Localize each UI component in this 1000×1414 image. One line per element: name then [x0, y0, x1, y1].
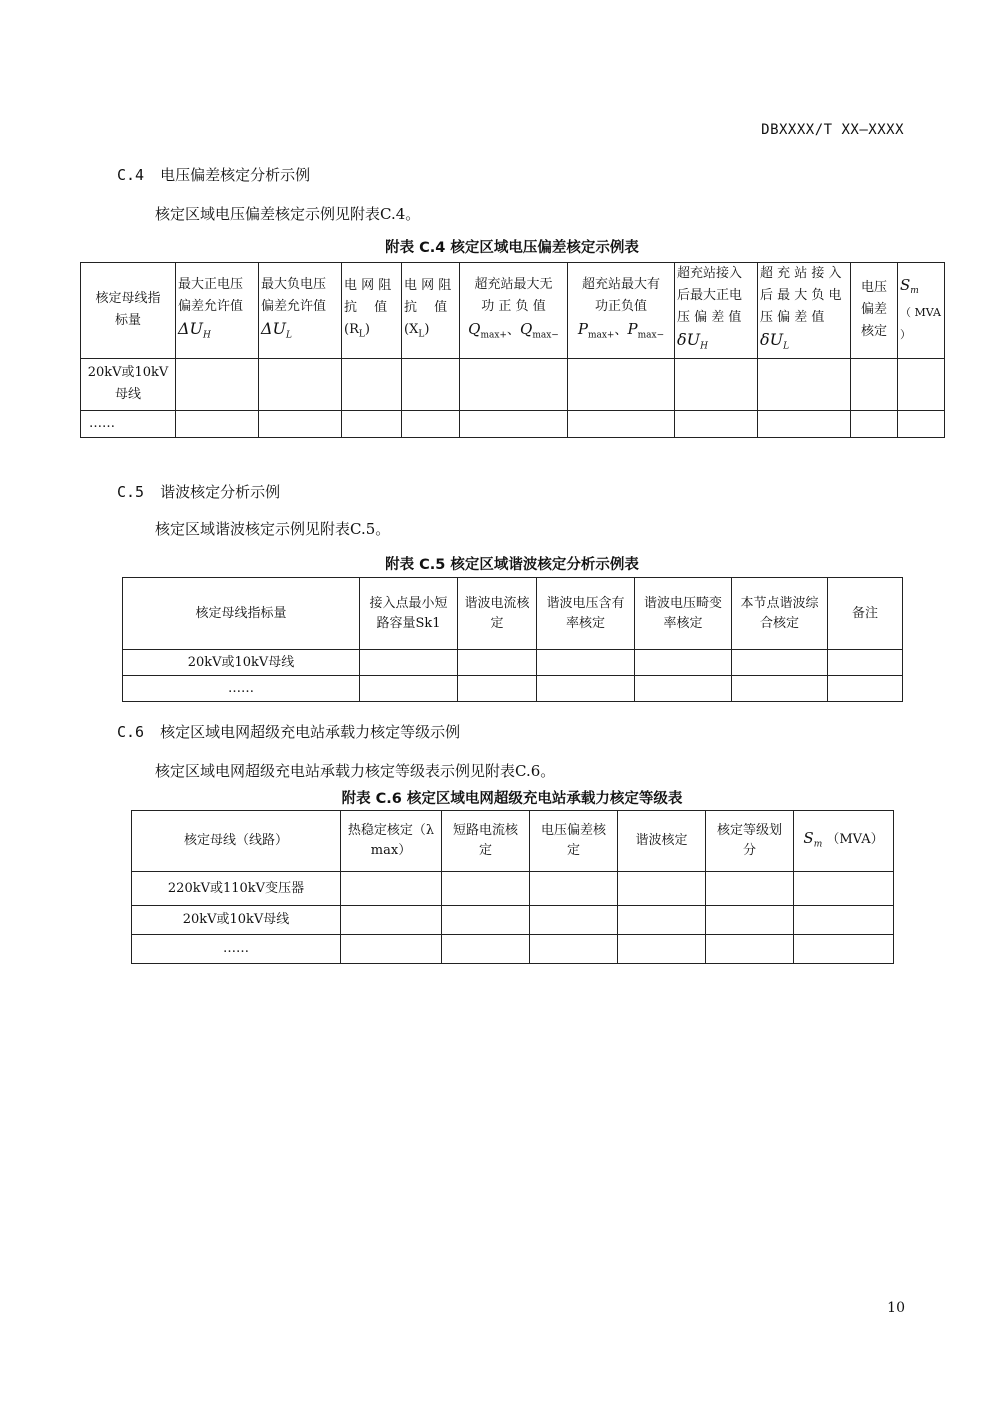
table-row: [132, 872, 894, 906]
empty-cell: [758, 410, 851, 437]
row-label: 220kV或110kV变压器: [132, 872, 341, 906]
header-symbol: $P_{max+}$、$P_{max-}$: [577, 320, 665, 341]
header-text: 压 偏 差 值: [760, 310, 825, 325]
header-cell: [342, 263, 402, 359]
document-id: DBXXXX/T XX—XXXX: [761, 122, 904, 138]
section-paragraph-c4: 核定区域电压偏差核定示例见附表C.4。: [155, 205, 421, 223]
header-cell: 本节点谐波综 合核定: [732, 578, 828, 650]
header-cell: $S_m$ （MVA）: [794, 811, 894, 872]
section-number: C.4: [117, 166, 145, 184]
empty-cell: [706, 906, 794, 935]
header-cell: [176, 263, 259, 359]
page-number: 10: [887, 1300, 905, 1316]
section-heading-c4: [117, 164, 310, 185]
header-text: 抗 值: [404, 300, 448, 315]
empty-cell: [341, 935, 442, 964]
table-header-row: [123, 578, 903, 650]
header-text: 偏差: [860, 302, 887, 318]
empty-cell: [442, 906, 530, 935]
empty-cell: [568, 410, 675, 437]
empty-cell: [618, 872, 706, 906]
empty-cell: [402, 410, 460, 437]
table-header-row: [132, 811, 894, 872]
table-row: [132, 906, 894, 935]
section-heading-c5: [117, 481, 280, 502]
header-text: 超充站最大无: [474, 277, 553, 292]
section-paragraph-c6: 核定区域电网超级充电站承载力核定等级表示例见附表C.6。: [155, 762, 556, 780]
header-cell: 核定等级划 分: [706, 811, 794, 872]
empty-cell: [635, 676, 732, 702]
section-number: C.6: [117, 723, 145, 741]
header-text: 压 偏 差 值: [677, 310, 742, 325]
header-text: 后最大正电: [677, 288, 743, 303]
empty-cell: [530, 906, 618, 935]
empty-cell: [442, 872, 530, 906]
empty-cell: [360, 676, 458, 702]
header-text: 电 网 阻: [344, 278, 392, 293]
section-number: C.5: [117, 483, 145, 501]
empty-cell: [458, 650, 537, 676]
header-text: 核定母线指: [95, 291, 161, 307]
row-label: ……: [132, 935, 341, 964]
header-cell: [851, 263, 898, 359]
table-row: [123, 650, 903, 676]
header-text: 核定: [860, 324, 887, 340]
empty-cell: [675, 410, 758, 437]
table-row: [81, 358, 945, 410]
header-cell: 核定母线指标量: [123, 578, 360, 650]
empty-cell: [568, 358, 675, 410]
empty-cell: [898, 410, 945, 437]
empty-cell: [794, 872, 894, 906]
empty-cell: [898, 358, 945, 410]
empty-cell: [442, 935, 530, 964]
header-cell: [460, 263, 568, 359]
row-label: 20kV或10kV母线: [132, 906, 341, 935]
table-header-row: [81, 263, 945, 359]
empty-cell: [675, 358, 758, 410]
header-text: ）: [900, 328, 911, 342]
header-text: 抗 值: [344, 300, 388, 315]
voltage-deviation-table: [80, 262, 945, 438]
empty-cell: [706, 935, 794, 964]
header-cell: [758, 263, 851, 359]
row-label: ……: [81, 410, 176, 437]
header-cell: [898, 263, 945, 359]
empty-cell: [851, 410, 898, 437]
header-cell: [675, 263, 758, 359]
empty-cell: [851, 358, 898, 410]
header-cell: 谐波核定: [618, 811, 706, 872]
header-text: 电压: [860, 280, 887, 296]
capacity-grade-table: [131, 810, 894, 964]
section-heading-c6: [117, 721, 460, 742]
section-title: 电压偏差核定分析示例: [160, 166, 311, 184]
header-cell: [259, 263, 342, 359]
empty-cell: [794, 906, 894, 935]
header-text: 后 最 大 负 电: [760, 288, 842, 303]
header-cell: [402, 263, 460, 359]
header-text: 标量: [114, 313, 141, 329]
header-text: 超充站最大有: [581, 277, 660, 292]
header-cell: 热稳定核定（λ max）: [341, 811, 442, 872]
header-text: （ MVA: [900, 306, 941, 320]
empty-cell: [758, 358, 851, 410]
header-text: 最大负电压: [261, 277, 327, 292]
empty-cell: [732, 676, 828, 702]
table-row: [81, 410, 945, 437]
row-label: 20kV或10kV母线: [123, 650, 360, 676]
table-row: [132, 935, 894, 964]
row-label: ……: [123, 676, 360, 702]
empty-cell: [342, 410, 402, 437]
empty-cell: [530, 935, 618, 964]
header-cell: 谐波电压畸变 率核定: [635, 578, 732, 650]
empty-cell: [530, 872, 618, 906]
empty-cell: [176, 358, 259, 410]
header-symbol: $\delta U_L$: [760, 330, 790, 352]
empty-cell: [360, 650, 458, 676]
header-symbol: $(R_L)$: [344, 322, 370, 340]
empty-cell: [618, 935, 706, 964]
harmonic-table: [122, 577, 903, 702]
empty-cell: [460, 358, 568, 410]
header-cell: 短路电流核 定: [442, 811, 530, 872]
empty-cell: [259, 358, 342, 410]
header-text: 电 网 阻: [404, 278, 452, 293]
section-title: 谐波核定分析示例: [160, 483, 281, 501]
empty-cell: [732, 650, 828, 676]
section-title: 核定区域电网超级充电站承载力核定等级示例: [160, 723, 461, 741]
table-caption-c5: 附表 C.5 核定区域谐波核定分析示例表: [385, 557, 639, 573]
empty-cell: [402, 358, 460, 410]
empty-cell: [537, 650, 635, 676]
header-text: 功 正 负 值: [481, 299, 546, 314]
empty-cell: [259, 410, 342, 437]
empty-cell: [341, 872, 442, 906]
header-cell: 谐波电流核 定: [458, 578, 537, 650]
header-symbol: $(X_L)$: [404, 322, 430, 340]
empty-cell: [635, 650, 732, 676]
header-text: 超 充 站 接 入: [760, 266, 842, 281]
empty-cell: [794, 935, 894, 964]
header-text: 偏差允许值: [261, 299, 327, 314]
header-cell: [81, 263, 176, 359]
header-cell: 备注: [828, 578, 903, 650]
header-cell: 谐波电压含有 率核定: [537, 578, 635, 650]
header-text: 功正负值: [594, 299, 647, 314]
header-symbol: $\delta U_H$: [677, 330, 708, 352]
header-text: 偏差允许值: [178, 299, 244, 314]
empty-cell: [176, 410, 259, 437]
header-cell: 电压偏差核 定: [530, 811, 618, 872]
table-row: [123, 676, 903, 702]
row-label: 20kV或10kV 母线: [81, 358, 176, 410]
header-text: 超充站接入: [677, 266, 743, 281]
table-caption-c4: 附表 C.4 核定区域电压偏差核定示例表: [385, 240, 639, 256]
empty-cell: [828, 650, 903, 676]
section-paragraph-c5: 核定区域谐波核定示例见附表C.5。: [155, 520, 391, 538]
header-symbol: $Q_{max+}$、$Q_{max-}$: [468, 320, 559, 341]
empty-cell: [537, 676, 635, 702]
header-symbol: $\Delta U_H$: [178, 319, 211, 341]
header-cell: 核定母线（线路）: [132, 811, 341, 872]
header-symbol: $\Delta U_L$: [261, 319, 293, 341]
header-cell: [568, 263, 675, 359]
empty-cell: [341, 906, 442, 935]
header-symbol: $S_m$: [900, 276, 919, 297]
empty-cell: [706, 872, 794, 906]
header-text: 最大正电压: [178, 277, 244, 292]
header-cell: 接入点最小短 路容量Sk1: [360, 578, 458, 650]
empty-cell: [458, 676, 537, 702]
table-caption-c6: 附表 C.6 核定区域电网超级充电站承载力核定等级表: [341, 791, 683, 807]
empty-cell: [342, 358, 402, 410]
empty-cell: [618, 906, 706, 935]
empty-cell: [828, 676, 903, 702]
empty-cell: [460, 410, 568, 437]
